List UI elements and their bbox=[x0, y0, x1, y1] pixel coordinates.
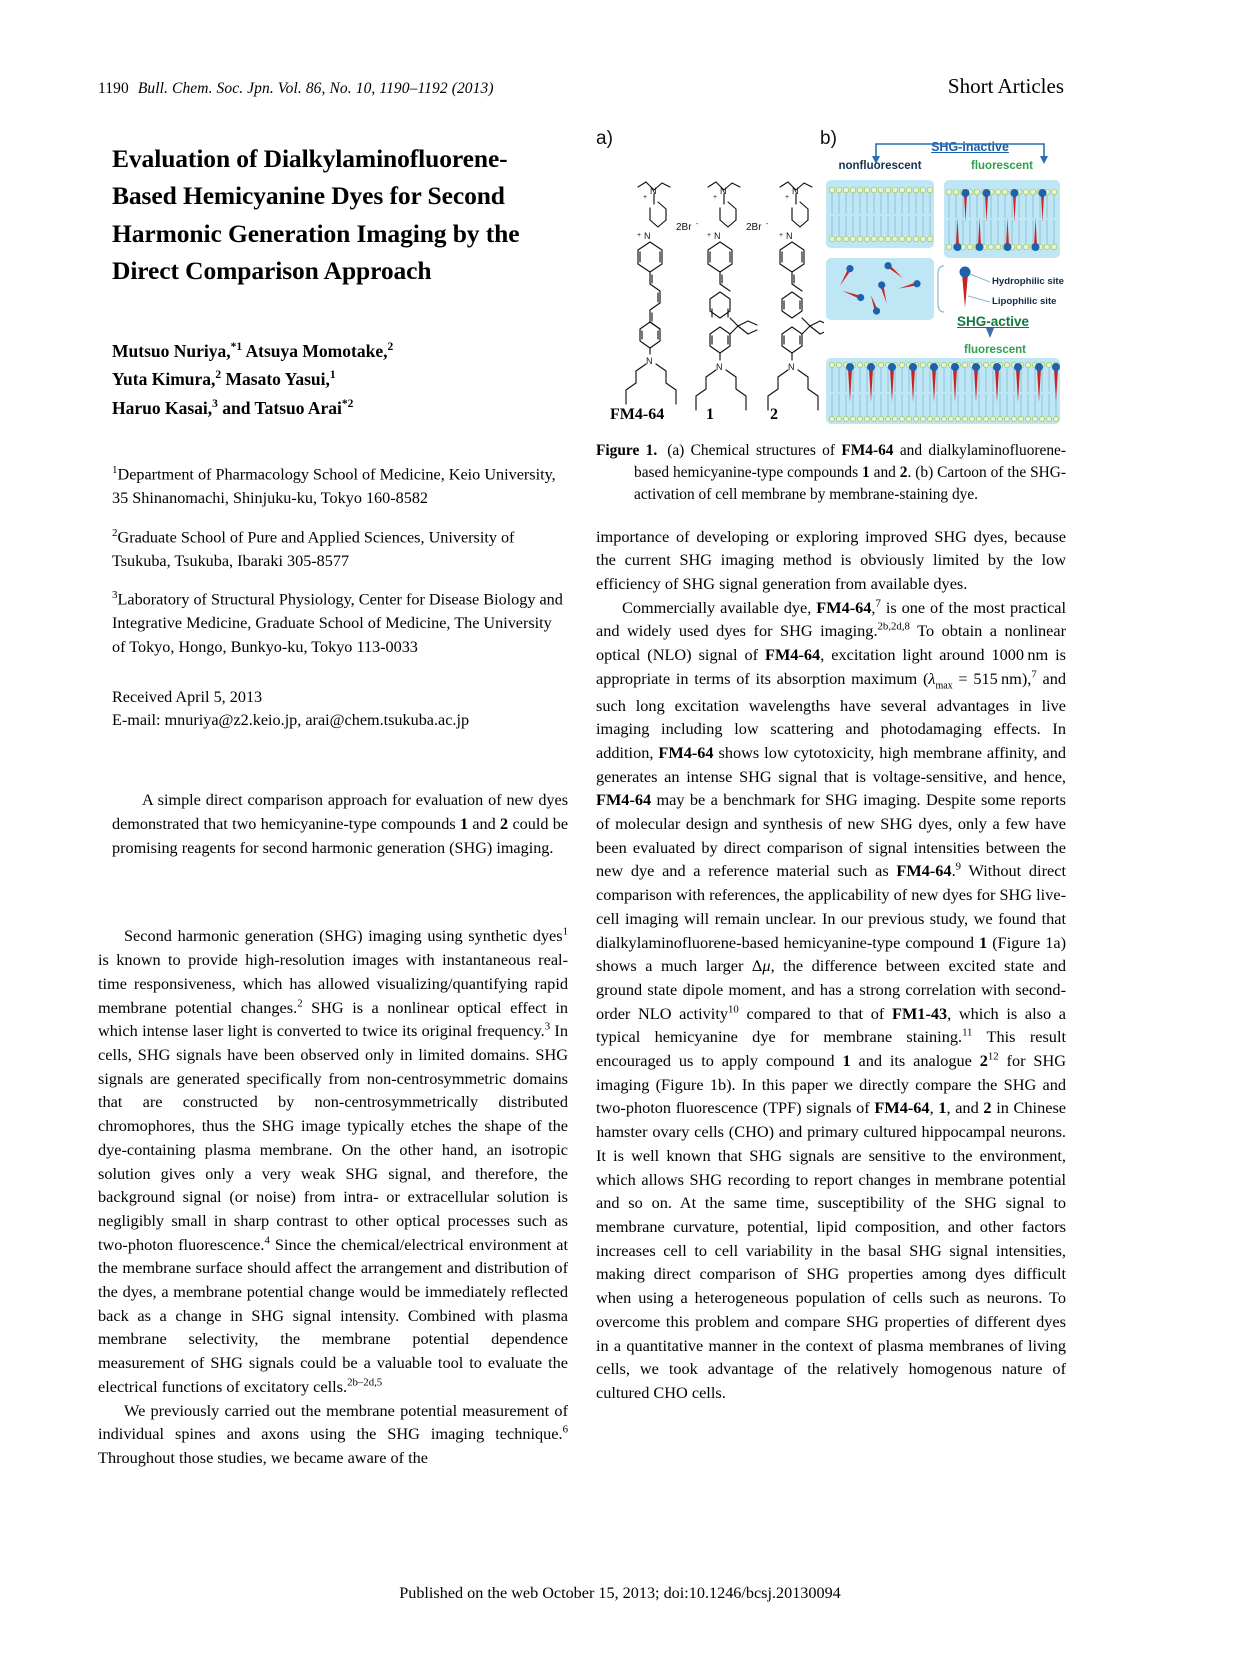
membrane-box-shg-active bbox=[826, 358, 1060, 424]
svg-text:+: + bbox=[713, 194, 718, 201]
right-column bbox=[596, 128, 1066, 1405]
svg-text:+: + bbox=[637, 232, 642, 239]
shg-inactive-header: SHG-inactive bbox=[931, 140, 1009, 154]
lipophilic-tail-icon bbox=[962, 274, 968, 308]
received-date: Received April 5, 2013 bbox=[112, 687, 263, 706]
affiliation-item: $^2$Graduate School of Pure and Applied Sciences, University of Tsukuba, Tsukuba, Ibaraki 305-8577 bbox=[112, 526, 515, 570]
journal-reference: Bull. Chem. Soc. Jpn. Vol. 86, No. 10, 1190–1192 (2013) bbox=[137, 80, 494, 97]
paragraph: Second harmonic generation (SHG) imaging using synthetic dyes$^1$ is known to provide high-resolution images with instantaneous real-time responsiveness, which has allowed visualizing/quantifying rapid membrane potential changes.$^2$ SHG is a nonlinear optical effect in which intense laser light is converted to twice its original frequency.$^3$ In cells, SHG signals have been observed only in limited domains. SHG signals are generated specifically from non-centrosymmetric domains that are constructed by non-centrosymmetrically distributed chromophores, thus the SHG image typically etches the shape of the dye-containing plasma membrane. On the other hand, an isotropic solution gives only a very weak SHG signal, and therefore, the background signal (or noise) from intra- or extracellular solution is negligibly small in sharp contrast to other optical processes such as two-photon fluorescence.$^4$ Since the chemical/electrical environment at the membrane surface should affect the arrangement and distribution of the dyes, a membrane potential change would be immediately reflected back as a change in SHG signal intensity. Combined with plasma membrane selectivity, the membrane potential dependence measurement of SHG signals could be a valuable tool to evaluate the electrical functions of excitatory cells.$^{2b-2d,5}$ bbox=[98, 926, 569, 1396]
compound-label-1: 1 bbox=[706, 406, 714, 423]
svg-text:N: N bbox=[786, 231, 793, 241]
page-title: Evaluation of Dialkylaminofluorene-Based Hemicyanine Dyes for Second Harmonic Generation Imaging by the Direct Comparison Approach bbox=[112, 144, 520, 286]
page-number: 1190 bbox=[98, 80, 129, 97]
svg-text:N: N bbox=[792, 186, 799, 196]
section-label: Short Articles bbox=[947, 74, 1064, 98]
abstract: A simple direct comparison approach for evaluation of new dyes demonstrated that two hemicyanine-type compounds 1 and 2 could be promising reagents for second harmonic generation (SHG) imaging. bbox=[112, 791, 569, 857]
running-head-left bbox=[98, 80, 494, 98]
running-head bbox=[98, 74, 1064, 99]
svg-text:N: N bbox=[714, 231, 721, 241]
svg-text:N: N bbox=[788, 362, 795, 372]
figure-number: Figure 1. bbox=[596, 442, 658, 459]
svg-text:+: + bbox=[779, 232, 784, 239]
affiliation-text: Laboratory of Structural Physiology, Center for Disease Biology and Integrative Medicine, Graduate School of Medicine, The University of Tokyo, Hongo, Bunkyo-ku, Tokyo 113-0033 bbox=[112, 590, 563, 657]
chemical-structures-panel bbox=[606, 158, 824, 428]
svg-text:N: N bbox=[646, 356, 653, 366]
svg-text:N: N bbox=[716, 362, 723, 372]
svg-text:2Br: 2Br bbox=[676, 222, 692, 233]
right-column-body bbox=[596, 525, 1066, 1405]
affiliation-text: Department of Pharmacology School of Medicine, Keio University, 35 Shinanomachi, Shinjuku-ku, Tokyo 160-8582 bbox=[112, 465, 556, 508]
svg-text:-: - bbox=[696, 221, 699, 228]
svg-text:N: N bbox=[720, 186, 727, 196]
compound-label-fm464: FM4-64 bbox=[610, 406, 665, 423]
hydrophilic-site-label: Hydrophilic site bbox=[992, 276, 1064, 287]
author-line-1: Mutsuo Nuriya,$^{*1}$ Atsuya Momotake,$^2$ bbox=[112, 340, 394, 361]
paragraph: importance of developing or exploring improved SHG dyes, because the current SHG imaging method is obviously limited by the low efficiency of SHG signal generation from available dyes. bbox=[596, 526, 1066, 593]
arrow-down-active-icon bbox=[986, 328, 994, 338]
svg-text:2Br: 2Br bbox=[746, 222, 762, 233]
shg-active-header: SHG-active bbox=[956, 314, 1030, 329]
panel-a-label: a) bbox=[596, 128, 613, 149]
received-block bbox=[112, 686, 568, 733]
fluorescent-label-bottom: fluorescent bbox=[964, 344, 1026, 356]
nonfluorescent-label: nonfluorescent bbox=[838, 160, 922, 172]
cartoon-panel bbox=[818, 136, 1066, 428]
svg-text:+: + bbox=[707, 232, 712, 239]
author-line-3: Haruo Kasai,$^3$ and Tatsuo Arai$^{*2}$ bbox=[112, 397, 354, 418]
author-list bbox=[112, 337, 568, 422]
author-line-2: Yuta Kimura,$^2$ Masato Yasui,$^1$ bbox=[112, 369, 336, 390]
affiliation-text: Graduate School of Pure and Applied Sciences, University of Tsukuba, Tsukuba, Ibaraki 305-8577 bbox=[112, 528, 515, 570]
svg-text:+: + bbox=[785, 194, 790, 201]
left-column bbox=[98, 140, 568, 1470]
figure-caption: Figure 1. (a) Chemical structures of FM4-64 and dialkylaminofluorene-based hemicyanine-type compounds 1 and 2. (b) Cartoon of the SHG-activation of cell membrane by membrane-staining dye. bbox=[596, 442, 1066, 504]
chemical-structures-svg bbox=[606, 158, 824, 426]
svg-text:N: N bbox=[644, 231, 651, 241]
hydrophilic-head-icon bbox=[960, 267, 971, 278]
affiliation-item: $^1$Department of Pharmacology School of Medicine, Keio University, 35 Shinanomachi, Shinjuku-ku, Tokyo 160-8582 bbox=[112, 463, 556, 508]
svg-text:+: + bbox=[643, 194, 648, 201]
left-column-body bbox=[98, 924, 568, 1469]
svg-text:N: N bbox=[650, 186, 657, 196]
fluorescent-label-top: fluorescent bbox=[971, 160, 1033, 172]
dye-legend bbox=[938, 266, 990, 312]
affiliation-item: $^3$Laboratory of Structural Physiology, Center for Disease Biology and Integrative Medicine, Graduate School of Medicine, The University of Tokyo, Hongo, Bunkyo-ku, Tokyo 113-0033 bbox=[112, 589, 563, 657]
compound-label-2: 2 bbox=[770, 406, 778, 423]
panel-b-label: b) bbox=[820, 128, 837, 149]
svg-text:-: - bbox=[766, 221, 769, 228]
paragraph: Commercially available dye, FM4-64,$^7$ is one of the most practical and widely used dyes for SHG imaging.$^{2b,2d,8}$ To obtain a nonlinear optical (NLO) signal of FM4-64, excitation light around 1000 nm is appropriate in terms of its absorption maximum ($\lambda_{max} = 515$ nm),$^7$ and such long excitation wavelengths have several advantages in live imaging including low scattering and photodamaging effects. In addition, FM4-64 shows low cytotoxicity, high membrane affinity, and generates an intense SHG signal that is voltage-sensitive, and hence, FM4-64 may be a benchmark for SHG imaging. Despite some reports of molecular design and synthesis of new SHG dyes, only a few have been evaluated by direct comparison of signal intensities between the new dye and a reference material such as FM4-64.$^9$ Without direct comparison with references, the applicability of new dyes for SHG live-cell imaging will remain unclear. In our previous study, we found that dialkylaminofluorene-based hemicyanine-type compound 1 (Figure 1a) shows a much larger Δμ, the difference between excited state and ground state dipole moment, and has a strong correlation with second-order NLO activity$^{10}$ compared to that of FM1-43, which is also a typical hemicyanine dye for membrane staining.$^{11}$ This result encouraged us to apply compound 1 and its analogue $2^{12}$ for SHG imaging (Figure 1b). In this paper we directly compare the SHG and two-photon fluorescence (TPF) signals of FM4-64, 1, and 2 in Chinese hamster ovary cells (CHO) and primary cultured hippocampal neurons. It is well known that SHG signals are sensitive to the environment, which allows SHG recording to report changes in membrane potential and so on. At the same time, susceptibility of the SHG signal to membrane curvature, potential, lipid composition, and other factors increases cell to cell variability in the basal SHG signal intensities, making direct comparison of SHG properties among dyes difficult when using a heterogeneous population of cells such as neurons. To overcome this problem and compare SHG properties of different dyes in a quantitative manner in the context of plasma membranes of living cells, we took advantage of the relatively homogenous nature of cultured CHO cells. bbox=[596, 597, 1067, 1402]
figure-1 bbox=[596, 128, 1066, 428]
paragraph: We previously carried out the membrane potential measurement of individual spines and axons using the SHG imaging technique.$^6$ Throughout those studies, we became aware of the bbox=[98, 1400, 568, 1467]
affiliation-list bbox=[112, 462, 568, 660]
contact-email: E-mail: mnuriya@z2.keio.jp, arai@chem.tsukuba.ac.jp bbox=[112, 711, 470, 730]
lipophilic-site-label: Lipophilic site bbox=[992, 296, 1057, 307]
page-footer: Published on the web October 15, 2013; doi:10.1246/bcsj.20130094 bbox=[399, 1584, 841, 1602]
